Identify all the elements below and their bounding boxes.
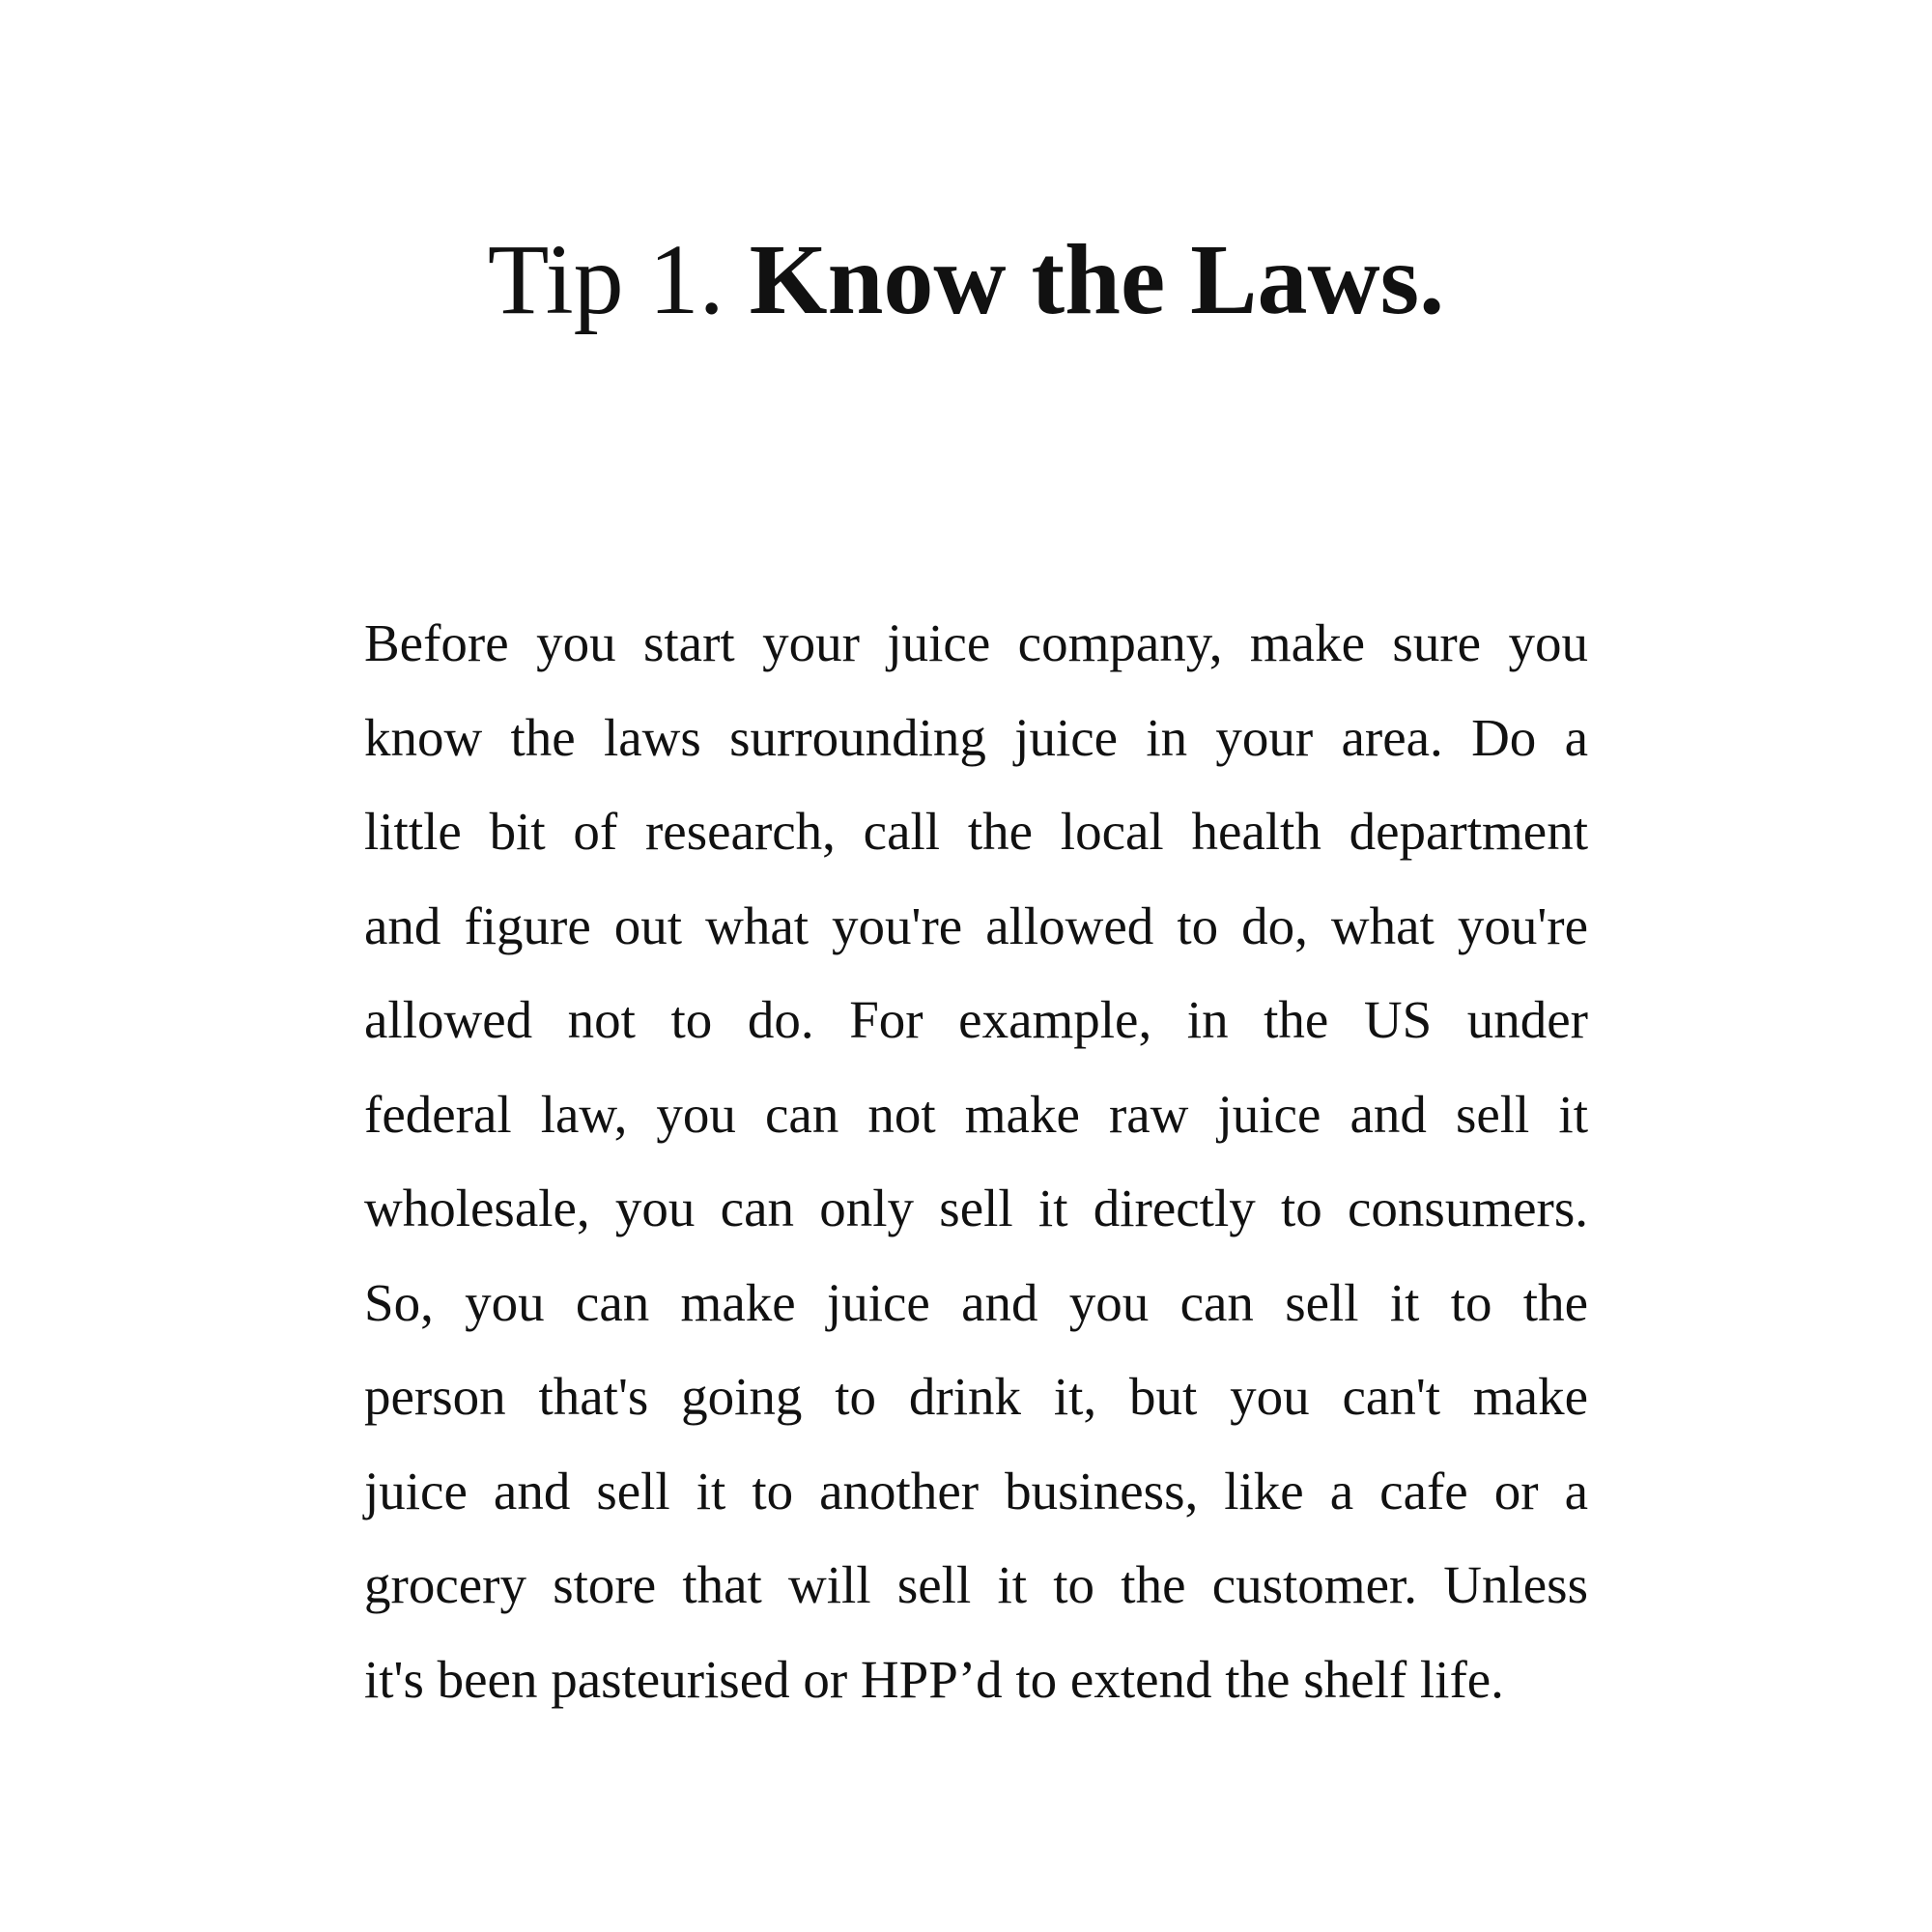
paragraph-line: and figure out what you're allowed to do, what you're: [364, 895, 1588, 955]
paragraph-line: grocery store that will sell it to the customer. Unless: [364, 1555, 1588, 1614]
paragraph-line: wholesale, you can only sell it directly to consumers.: [364, 1179, 1588, 1237]
paragraph-line: allowed not to do. For example, in the US under: [364, 990, 1588, 1049]
paragraph-line: So, you can make juice and you can sell it to the: [364, 1272, 1588, 1332]
paragraph-line: know the laws surrounding juice in your area. Do a: [364, 707, 1588, 767]
page-title: [0, 222, 1932, 338]
tip-number: Tip 1.: [487, 224, 724, 335]
body-paragraph: [364, 596, 1588, 1726]
paragraph-line: it's been pasteurised or HPP’d to extend the shelf life.: [364, 1649, 1504, 1709]
paragraph-line: person that's going to drink it, but you can't make: [364, 1367, 1588, 1426]
tip-title: Know the Laws.: [749, 224, 1445, 335]
paragraph-line: little bit of research, call the local health department: [364, 802, 1588, 861]
paragraph-line: federal law, you can not make raw juice and sell it: [364, 1084, 1588, 1144]
paragraph-line: Before you start your juice company, make sure you: [364, 613, 1588, 672]
paragraph-line: juice and sell it to another business, like a cafe or a: [364, 1461, 1588, 1520]
